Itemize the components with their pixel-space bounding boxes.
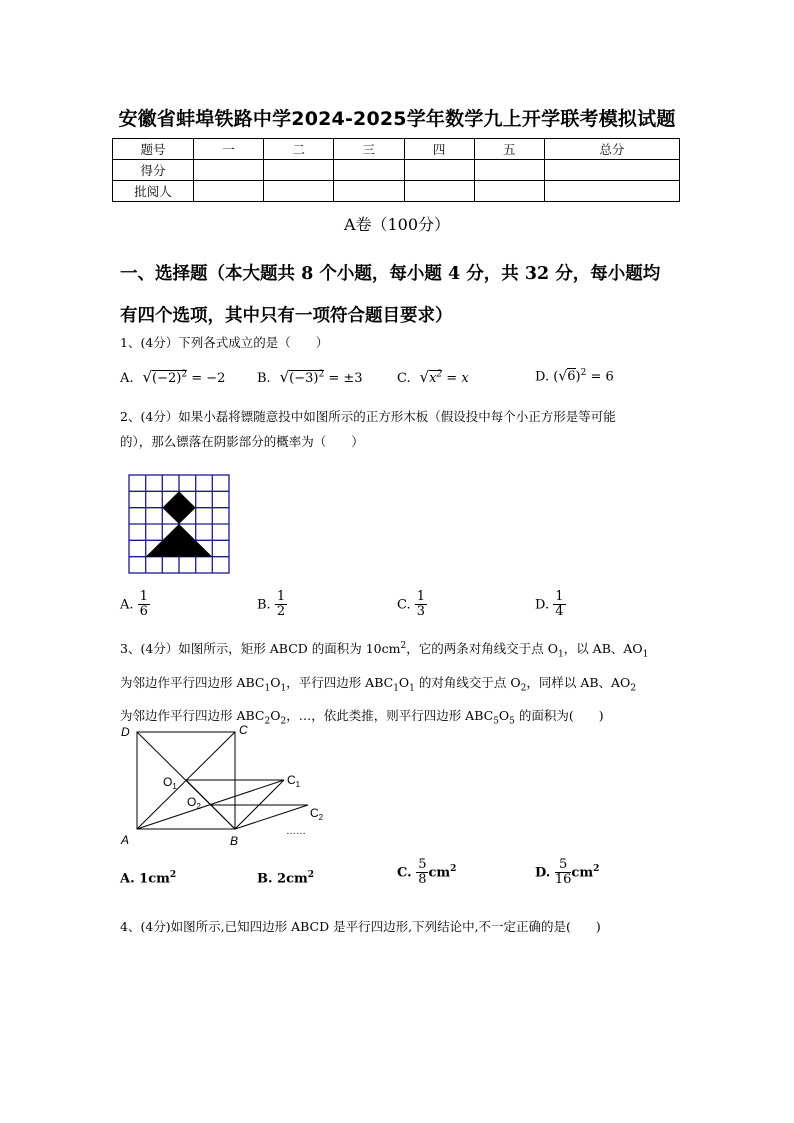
q3-d-den: 16	[554, 872, 572, 888]
score-header-cell: 总分	[544, 139, 679, 160]
q2-d-den: 4	[555, 604, 564, 620]
q3-text: O	[498, 708, 510, 724]
q3-d-label: D.	[535, 865, 551, 881]
score-header-cell: 题号	[113, 139, 194, 160]
grader-row-label: 批阅人	[113, 181, 194, 202]
section-a-heading: A卷（100分）	[343, 215, 451, 234]
score-table-header-row	[113, 139, 680, 160]
label-a: A	[121, 833, 130, 847]
score-cell	[194, 181, 264, 202]
score-header-cell: 一	[194, 139, 264, 160]
score-header-cell: 四	[404, 139, 474, 160]
q2-c-label: C.	[397, 597, 411, 613]
section1-line2: 有四个选项，其中只有一项符合题目要求）	[120, 306, 453, 326]
score-cell	[264, 160, 334, 181]
score-cell	[544, 160, 679, 181]
q3-option-a: A. $1cm^2$	[120, 870, 177, 887]
q3-text: ，它的两条对角线交于点 O	[406, 641, 558, 657]
q1-c-label: C.	[397, 371, 411, 386]
q1-c-rhs: = x	[442, 371, 469, 386]
score-cell	[544, 181, 679, 202]
q2-c-num: 1	[416, 589, 426, 604]
q3-stem	[120, 633, 685, 736]
score-header-cell: 五	[474, 139, 544, 160]
q3-c-num: 5	[418, 857, 427, 872]
q3-c-label: C.	[397, 865, 412, 881]
section1-heading	[120, 253, 680, 337]
q3-a-text: 1cm	[139, 871, 170, 887]
section1-line1: 一、选择题（本大题共 8 个小题，每小题 4 分，共 32 分，每小题均	[120, 264, 661, 284]
score-cell	[404, 181, 474, 202]
q1-b-expr: (−3)	[289, 371, 319, 386]
q1-a-expr: −2)	[157, 371, 182, 386]
q3-c-unit: cm	[428, 865, 451, 881]
q3-text: O	[270, 674, 281, 690]
q1-d-rhs: = 6	[586, 369, 614, 385]
q2-b-den: 2	[276, 604, 286, 620]
q3-text: ，以 AB、AO	[563, 641, 643, 657]
q2-stem	[120, 404, 685, 454]
label-o1: $O_1$	[163, 775, 177, 791]
q3-text: 的对角线交于点 O	[414, 674, 521, 690]
q1-option-b: B. $√(-3)^2 = \pm 3$	[257, 368, 363, 386]
score-table	[112, 138, 680, 202]
label-b: B	[230, 834, 239, 848]
score-row	[113, 160, 680, 181]
q2-b-label: B.	[257, 597, 271, 613]
label-d: D	[121, 725, 130, 739]
score-header-cell: 三	[334, 139, 404, 160]
q2-option-a	[120, 590, 150, 620]
q3-stem-line1: 3、(4分）如图所示，矩形 ABCD 的面积为 $10cm^2$，它的两条对角线交于点 $O_1$，以 AB、$AO_1$	[120, 641, 649, 660]
q3-option-b: B. $2cm^2$	[257, 870, 315, 887]
q1-a-rhs: = −2	[187, 371, 226, 386]
q1-a-label: A.	[120, 371, 134, 386]
q2-grid-figure	[128, 474, 232, 575]
q2-b-num: 1	[276, 589, 286, 604]
q1-b-label: B.	[257, 371, 271, 386]
q2-stem-line2: 的），那么镖落在阴影部分的概率为（ ）	[120, 434, 364, 449]
q1-d-label: D.	[535, 369, 550, 385]
q3-text: ，同样以 AB、AO	[526, 674, 631, 690]
q2-c-den: 3	[416, 604, 426, 620]
q1-option-d: D. $(√6)^2 = 6$	[535, 368, 614, 385]
score-cell	[334, 181, 404, 202]
label-o2: $O_2$	[187, 795, 201, 811]
score-cell	[264, 181, 334, 202]
q3-geometry-figure	[118, 722, 338, 850]
q3-text: O	[270, 708, 281, 724]
q3-a-label: A.	[120, 871, 135, 887]
q3-option-d: D. $\frac{5}{16}$ $cm^2$	[535, 857, 600, 888]
q2-option-c	[397, 590, 427, 620]
q3-b-text: 2cm	[277, 871, 308, 887]
label-c1: $C_1$	[287, 773, 301, 789]
q1-option-a: A. $√(-2)^2 = -2$	[120, 368, 226, 386]
label-c2: $C_2$	[310, 806, 324, 822]
score-cell	[194, 160, 264, 181]
q3-text: 的面积为( )	[514, 708, 604, 724]
q3-stem-line2: 为邻边作平行四边形 $ABC_1O_1$，平行四边形 $ABC_1O_1$ 的对角线交于点 $O_2$，同样以 AB、$AO_2$	[120, 674, 637, 694]
page-title: 安徽省蚌埠铁路中学2024-2025学年数学九上开学联考模拟试题	[118, 108, 676, 130]
q3-text: O	[398, 674, 410, 690]
q1-stem: 1、(4分）下列各式成立的是（ ）	[120, 335, 329, 350]
q1-b-rhs: = ±3	[324, 371, 363, 386]
score-cell	[474, 160, 544, 181]
grader-row	[113, 181, 680, 202]
q2-a-den: 6	[139, 604, 148, 620]
q3-text: 为邻边作平行四边形 ABC	[120, 674, 265, 690]
q3-text: ，平行四边形 ABC	[286, 674, 394, 690]
shaded-diamond	[162, 491, 195, 524]
q2-a-num: 1	[139, 589, 148, 604]
score-header-cell: 二	[264, 139, 334, 160]
score-row-label: 得分	[113, 160, 194, 181]
q3-text: 为邻边作平行四边形 ABC	[120, 708, 265, 724]
q1-option-c: C. $√x^2 = x$	[397, 368, 469, 386]
score-cell	[334, 160, 404, 181]
q3-text: ，…，依此类推，则平行四边形 ABC	[286, 708, 494, 724]
q4-stem: 4、(4分)如图所示,已知四边形 ABCD 是平行四边形,下列结论中,不一定正确的是( )	[120, 919, 601, 934]
q3-text: 3、(4分）如图所示，矩形 ABCD 的面积为 10cm	[120, 641, 401, 657]
q2-option-d	[535, 590, 566, 620]
label-dots: ……	[286, 826, 306, 837]
q3-d-unit: cm	[571, 865, 594, 881]
q3-c-den: 8	[418, 872, 427, 888]
score-cell	[474, 181, 544, 202]
q2-stem-line1: 2、(4分）如果小磊将镖随意投中如图所示的正方形木板（假设投中每个小正方形是等可能	[120, 409, 616, 424]
q2-a-label: A.	[120, 597, 134, 613]
q3-option-c: C. $\frac{5}{8}$ $cm^2$	[397, 857, 457, 888]
q3-stem-line3: 为邻边作平行四边形 $ABC_2O_2$，…，依此类推，则平行四边形 $ABC_5O_5$ 的面积为( )	[120, 708, 604, 727]
q3-d-num: 5	[555, 858, 572, 873]
q3-b-label: B.	[257, 871, 273, 887]
q2-option-b	[257, 590, 287, 620]
q2-d-label: D.	[535, 597, 550, 613]
score-cell	[404, 160, 474, 181]
label-c: C	[239, 723, 248, 737]
q2-d-num: 1	[555, 589, 564, 604]
